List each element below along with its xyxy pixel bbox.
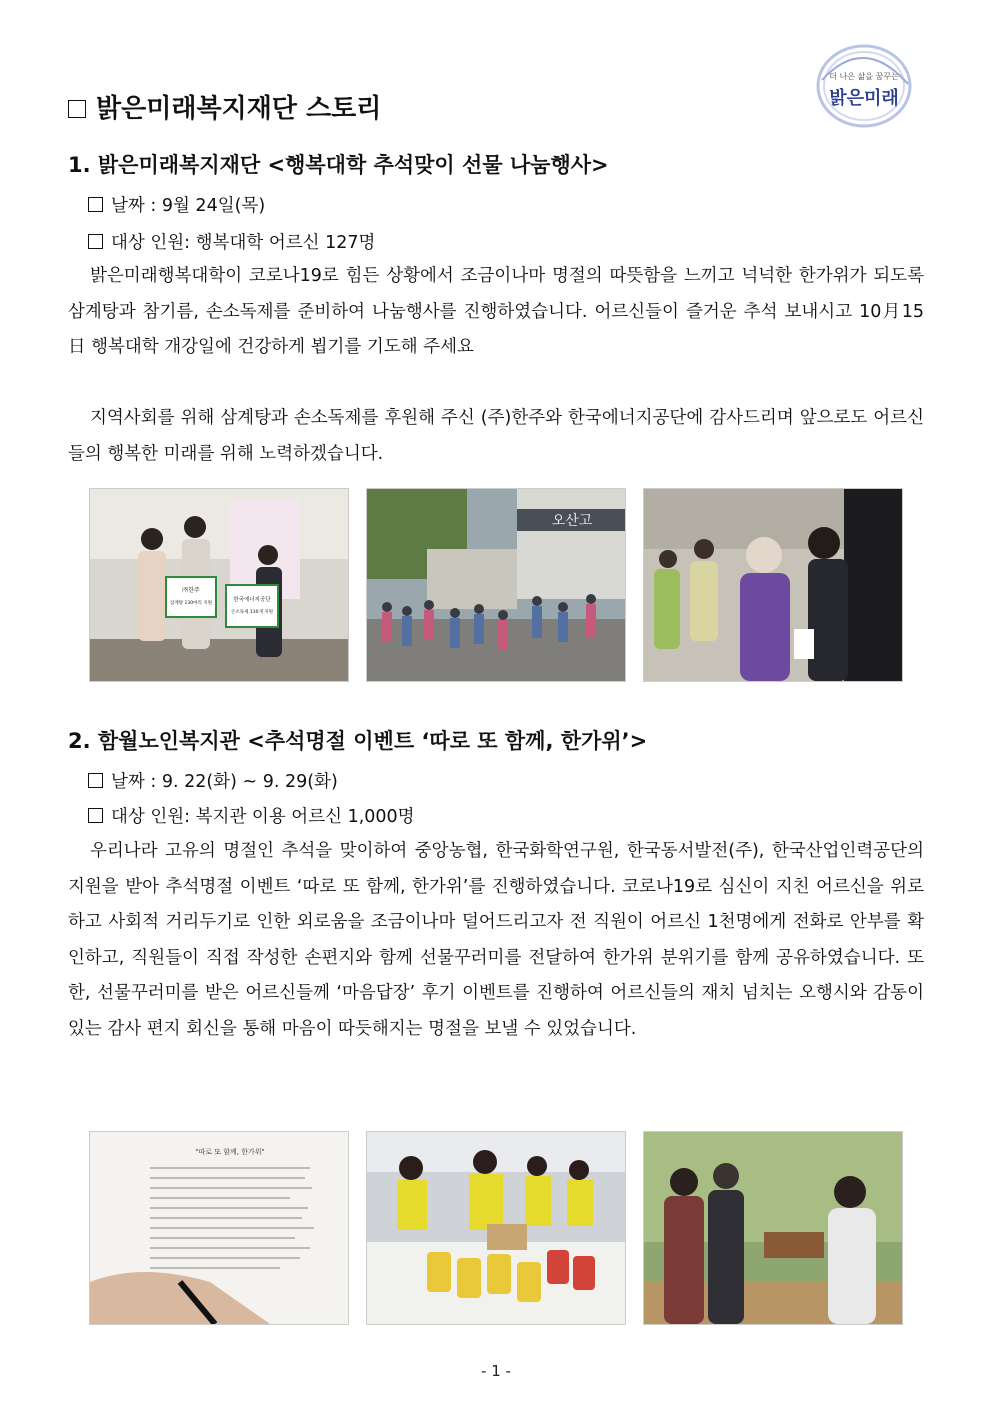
section-2-heading: 2. 함월노인복지관 <추석명절 이벤트 ‘따로 또 함께, 한가위’> — [68, 729, 648, 753]
section-1-target: 대상 인원: 행복대학 어르신 127명 — [88, 229, 375, 254]
checkbox-square-icon — [88, 234, 103, 249]
photo-donation-ceremony — [89, 488, 349, 682]
checkbox-square-icon — [88, 773, 103, 788]
section-2-target: 대상 인원: 복지관 이용 어르신 1,000명 — [88, 803, 415, 828]
sign-1-label: ㈜한주 — [182, 587, 200, 594]
section-2-date: 날짜 : 9. 22(화) ~ 9. 29(화) — [88, 768, 338, 793]
sign-2-detail: 손소독제 130개 지원 — [231, 610, 273, 615]
photo-handwritten-letter — [89, 1131, 349, 1325]
photo-gift-handover — [643, 488, 903, 682]
sign-2-label: 한국에너지공단 — [233, 597, 271, 603]
sign-1-detail: 삼계탕 130마리 지원 — [170, 601, 212, 606]
section-1-heading: 1. 밝은미래복지재단 <행복대학 추석맞이 선물 나눔행사> — [68, 153, 609, 177]
photo-packing-gift-bags — [366, 1131, 626, 1325]
photo-greeting-elders — [643, 1131, 903, 1325]
section-1-paragraph-2: 지역사회를 위해 삼계탕과 손소독제를 후원해 주신 (주)한주와 한국에너지공단에 감사드리며 앞으로도 어르신들의 행복한 미래를 위해 노력하겠습니다. — [68, 408, 924, 464]
page-title: 밝은미래복지재단 스토리 — [68, 88, 381, 125]
page-number: - 1 - — [481, 1362, 511, 1380]
checkbox-square-icon — [88, 197, 103, 212]
letter-title: "따로 또 함께, 한가위" — [195, 1148, 265, 1156]
section-1-date: 날짜 : 9월 24일(목) — [88, 192, 265, 217]
logo-tagline: 더 나은 삶을 꿈꾸는 — [829, 72, 899, 81]
photo-crowd-outside-building — [366, 488, 626, 682]
checkbox-square-icon — [88, 808, 103, 823]
section-2-paragraph-1: 우리나라 고유의 명절인 추석을 맞이하여 중앙농협, 한국화학연구원, 한국동서발전(주), 한국산업인력공단의 지원을 받아 추석명절 이벤트 ‘따로 또 함께, 한가위’를 진행하였습니다. 코로나19로 심신이 지친 어르신을 위로하고 사회적 거리두기로 인한 외로움을 조금이나마 덜어드리고자 전 직원이 어르신 1천명에게 전화로 안부를 확인하고, 직원들이 직접 작성한 손편지와 함께 선물꾸러미를 전달하여 한가위 분위기를 함께 공유하였습니다. 또한, 선물꾸러미를 받은 어르신들께 ‘마음답장’ 후기 이벤트를 진행하여 어르신들의 재치 넘치는 오행시와 감동이 있는 감사 편지 회신을 통해 마음이 따듯해지는 명절을 보낼 수 있었습니다. — [68, 841, 924, 1039]
foundation-logo — [812, 40, 916, 130]
section-1-paragraph-1: 밝은미래행복대학이 코로나19로 힘든 상황에서 조금이나마 명절의 따뜻함을 느끼고 넉넉한 한가위가 되도록 삼계탕과 참기름, 손소독제를 준비하여 나눔행사를 진행하였습니다. 어르신들이 즐거운 추석 보내시고 10月15日 행복대학 개강일에 건강하게 뵙기를 기도해 주세요 — [68, 266, 924, 357]
building-sign: 오산고 — [551, 513, 593, 529]
logo-brand: 밝은미래 — [829, 88, 899, 109]
checkbox-square-icon — [68, 100, 86, 118]
